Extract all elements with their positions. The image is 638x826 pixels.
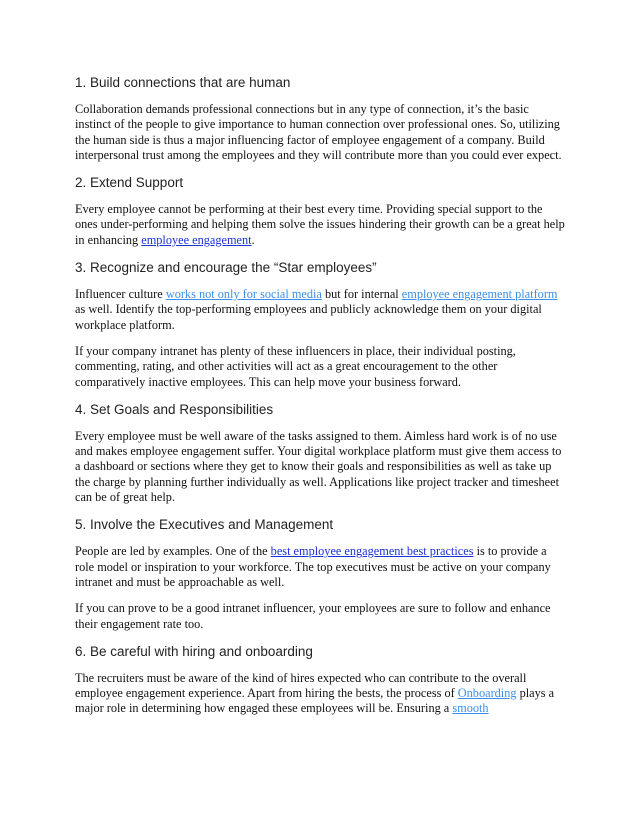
paragraph: Every employee must be well aware of the tasks assigned to them. Aimless hard work is of no use and makes employee engagement suffer. Your digital workplace platform must give them access to a dashboard or sections where they get to know their goals and responsibilities as well as take up the charge by planning further individually as well. Applications like project tracker and timesheet can be of great help. (75, 428, 562, 505)
paragraph: The recruiters must be aware of the kind of hires expected who can contribute to the overall employee engagement experience. Apart from hiring the bests, the process of Onboarding plays a major role in determining how engaged these employees will be. Ensuring a smooth (75, 670, 555, 716)
employee-engagement-link[interactable]: employee engagement (141, 232, 252, 247)
section-heading: 5. Involve the Executives and Management (75, 517, 334, 533)
paragraph: People are led by examples. One of the best employee engagement best practices is to provide a role model or inspiration to your workforce. The top executives must be active on your company intranet and must be approachable as well. (75, 544, 551, 589)
section-heading: 3. Recognize and encourage the “Star employees” (75, 260, 377, 276)
paragraph: Influencer culture works not only for social media but for internal employee engagement platform as well. Identify the top-performing employees and publicly acknowledge them on your digital workplace platform. (75, 287, 558, 332)
paragraph: If your company intranet has plenty of these influencers in place, their individual posting, commenting, rating, and other activities will act as a great encouragement to the other comparatively inactive employees. This can help move your business forward. (75, 343, 516, 389)
best-practices-link[interactable]: best employee engagement best practices (270, 544, 474, 559)
paragraph: If you can prove to be a good intranet influencer, your employees are sure to follow and enhance their engagement rate too. (75, 601, 551, 631)
section-heading: 1. Build connections that are human (75, 75, 291, 90)
paragraph: Every employee cannot be performing at their best every time. Providing special support to the ones under-performing and helping them solve the issues hindering their growth can be a great help in enhancing employee engagement. (75, 202, 565, 247)
paragraph: Collaboration demands professional connections but in any type of connection, it’s the basic instinct of the people to give importance to human connection over professional ones. So, utilizing the human side is thus a major influencing factor of employee engagement of a company. Build interpersonal trust among the employees and they will contribute more than you could ever expect. (75, 102, 562, 162)
onboarding-link[interactable]: Onboarding (457, 686, 517, 701)
section-heading: 2. Extend Support (75, 175, 184, 191)
section-heading: 6. Be careful with hiring and onboarding (75, 643, 313, 659)
document-page (75, 74, 565, 728)
section-heading: 4. Set Goals and Responsibilities (75, 401, 274, 417)
smooth-link[interactable]: smooth (452, 701, 489, 716)
engagement-platform-link[interactable]: employee engagement platform (401, 287, 558, 302)
social-media-link[interactable]: works not only for social media (165, 287, 322, 302)
